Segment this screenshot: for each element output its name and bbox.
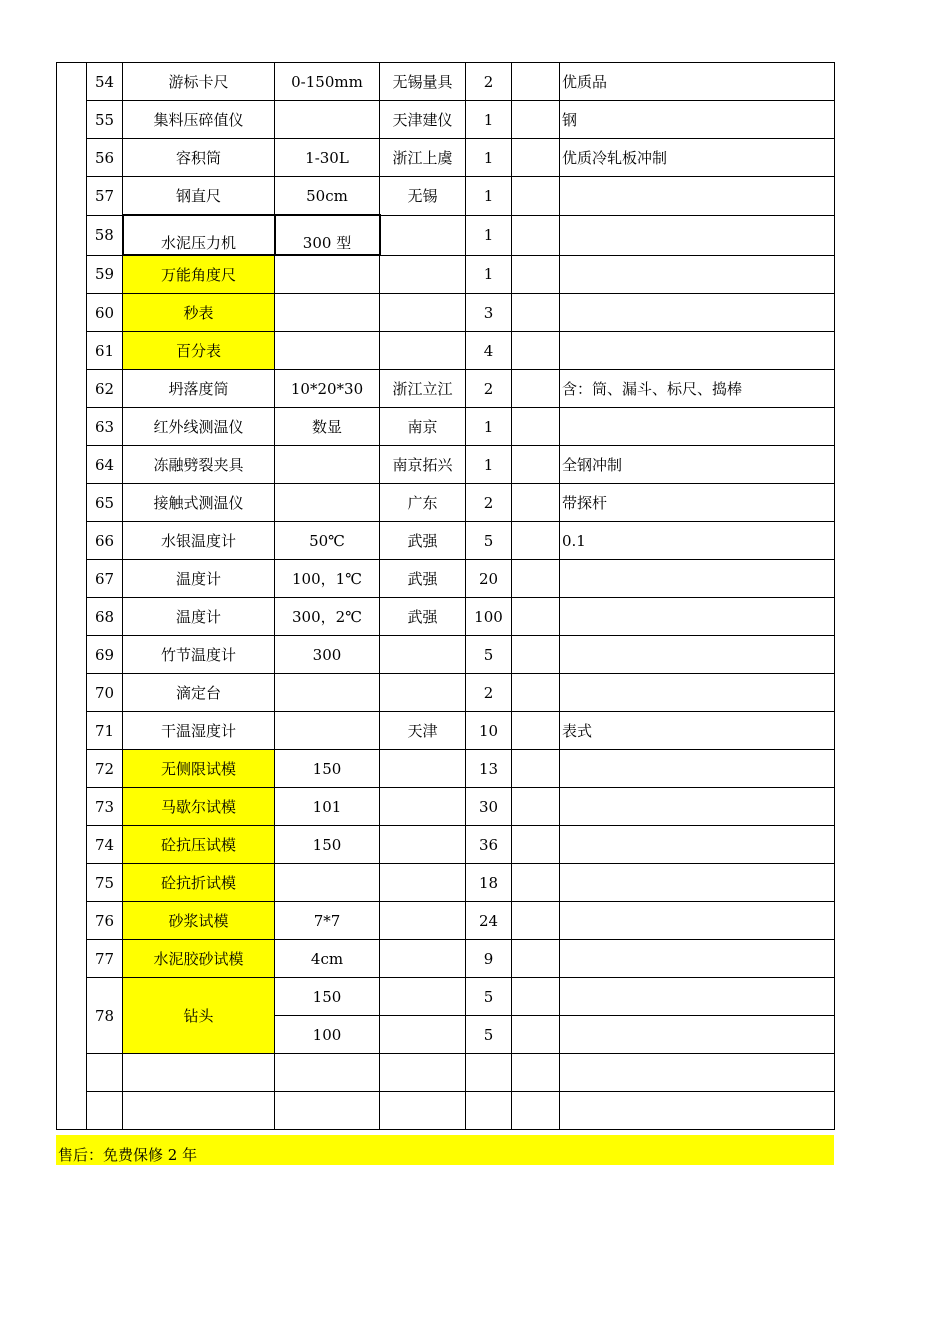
empty-cell xyxy=(512,215,560,255)
table-row xyxy=(57,902,835,940)
item-maker: 广东 xyxy=(380,484,466,522)
row-number: 68 xyxy=(87,598,123,636)
empty-cell xyxy=(275,1092,380,1130)
item-spec: 101 xyxy=(275,788,380,826)
item-name: 钻头 xyxy=(123,978,275,1054)
item-spec xyxy=(275,255,380,294)
empty-cell xyxy=(87,1054,123,1092)
empty-cell xyxy=(512,522,560,560)
item-note xyxy=(560,902,835,940)
item-qty: 1 xyxy=(466,101,512,139)
item-name: 坍落度筒 xyxy=(123,370,275,408)
item-spec: 0-150mm xyxy=(275,63,380,101)
row-number: 76 xyxy=(87,902,123,940)
row-number: 63 xyxy=(87,408,123,446)
item-qty: 13 xyxy=(466,750,512,788)
row-number: 56 xyxy=(87,139,123,177)
table-row xyxy=(57,370,835,408)
item-note xyxy=(560,408,835,446)
table-row xyxy=(57,1092,835,1130)
item-note: 优质冷轧板冲制 xyxy=(560,139,835,177)
empty-cell xyxy=(123,1054,275,1092)
item-maker: 天津建仪 xyxy=(380,101,466,139)
item-name: 集料压碎值仪 xyxy=(123,101,275,139)
empty-cell xyxy=(512,636,560,674)
item-note xyxy=(560,215,835,255)
empty-cell xyxy=(512,177,560,216)
item-maker: 天津 xyxy=(380,712,466,750)
empty-cell xyxy=(512,902,560,940)
item-maker xyxy=(380,940,466,978)
item-spec xyxy=(275,332,380,370)
table-row xyxy=(57,674,835,712)
item-spec: 50℃ xyxy=(275,522,380,560)
empty-cell xyxy=(512,370,560,408)
item-spec xyxy=(275,674,380,712)
item-note xyxy=(560,1016,835,1054)
empty-cell xyxy=(512,1092,560,1130)
item-name: 游标卡尺 xyxy=(123,63,275,101)
item-note: 0.1 xyxy=(560,522,835,560)
empty-cell xyxy=(512,826,560,864)
item-note xyxy=(560,940,835,978)
item-qty: 5 xyxy=(466,636,512,674)
item-spec xyxy=(275,101,380,139)
table-row xyxy=(57,332,835,370)
empty-cell xyxy=(512,294,560,332)
item-name: 温度计 xyxy=(123,560,275,598)
row-number: 66 xyxy=(87,522,123,560)
row-number: 74 xyxy=(87,826,123,864)
table-row xyxy=(57,255,835,294)
item-maker: 武强 xyxy=(380,598,466,636)
item-qty: 1 xyxy=(466,177,512,216)
table-row xyxy=(57,408,835,446)
item-note xyxy=(560,978,835,1016)
item-note xyxy=(560,598,835,636)
item-spec: 10*20*30 xyxy=(275,370,380,408)
item-note xyxy=(560,788,835,826)
item-note xyxy=(560,332,835,370)
table-row xyxy=(57,294,835,332)
empty-cell xyxy=(512,484,560,522)
item-spec: 150 xyxy=(275,978,380,1016)
item-qty: 4 xyxy=(466,332,512,370)
empty-cell xyxy=(512,750,560,788)
empty-cell xyxy=(512,255,560,294)
item-maker xyxy=(380,750,466,788)
item-spec: 50cm xyxy=(275,177,380,216)
row-number: 73 xyxy=(87,788,123,826)
item-maker: 无锡 xyxy=(380,177,466,216)
row-number: 78 xyxy=(87,978,123,1054)
table-row xyxy=(57,522,835,560)
item-maker xyxy=(380,674,466,712)
row-number: 58 xyxy=(87,215,123,255)
item-qty: 100 xyxy=(466,598,512,636)
item-spec: 100，1℃ xyxy=(275,560,380,598)
table-row xyxy=(57,978,835,1016)
item-qty: 1 xyxy=(466,255,512,294)
item-qty: 2 xyxy=(466,674,512,712)
empty-cell xyxy=(512,1054,560,1092)
row-number: 59 xyxy=(87,255,123,294)
item-qty: 2 xyxy=(466,484,512,522)
empty-cell xyxy=(512,139,560,177)
table-row xyxy=(57,712,835,750)
item-maker xyxy=(380,255,466,294)
item-qty: 5 xyxy=(466,522,512,560)
item-note xyxy=(560,560,835,598)
item-name: 红外线测温仪 xyxy=(123,408,275,446)
item-name: 万能角度尺 xyxy=(123,255,275,294)
row-number: 64 xyxy=(87,446,123,484)
item-maker xyxy=(380,788,466,826)
row-number: 75 xyxy=(87,864,123,902)
item-spec: 100 xyxy=(275,1016,380,1054)
item-name: 砼抗折试模 xyxy=(123,864,275,902)
item-spec: 300，2℃ xyxy=(275,598,380,636)
item-maker xyxy=(380,294,466,332)
item-maker: 无锡量具 xyxy=(380,63,466,101)
item-note: 表式 xyxy=(560,712,835,750)
item-note xyxy=(560,864,835,902)
row-number: 67 xyxy=(87,560,123,598)
item-qty: 30 xyxy=(466,788,512,826)
item-spec: 150 xyxy=(275,750,380,788)
item-name: 冻融劈裂夹具 xyxy=(123,446,275,484)
item-qty: 5 xyxy=(466,978,512,1016)
table-row xyxy=(57,177,835,216)
table-row xyxy=(57,139,835,177)
item-note xyxy=(560,255,835,294)
row-number: 54 xyxy=(87,63,123,101)
empty-cell xyxy=(87,1092,123,1130)
item-name: 温度计 xyxy=(123,598,275,636)
item-name: 砼抗压试模 xyxy=(123,826,275,864)
item-maker xyxy=(380,978,466,1016)
empty-cell xyxy=(380,1054,466,1092)
after-sales-note: 售后：免费保修 2 年 xyxy=(56,1135,834,1165)
empty-cell xyxy=(512,446,560,484)
row-number: 77 xyxy=(87,940,123,978)
item-spec xyxy=(275,294,380,332)
item-maker: 武强 xyxy=(380,522,466,560)
item-spec xyxy=(275,446,380,484)
item-note xyxy=(560,177,835,216)
item-note: 全钢冲制 xyxy=(560,446,835,484)
item-name: 接触式测温仪 xyxy=(123,484,275,522)
row-number: 65 xyxy=(87,484,123,522)
empty-cell xyxy=(275,1054,380,1092)
item-name: 水泥压力机 xyxy=(123,215,275,255)
left-margin-cell xyxy=(57,63,87,1130)
item-qty: 1 xyxy=(466,446,512,484)
item-note xyxy=(560,636,835,674)
item-name: 水泥胶砂试模 xyxy=(123,940,275,978)
item-spec: 150 xyxy=(275,826,380,864)
item-maker xyxy=(380,636,466,674)
item-qty: 5 xyxy=(466,1016,512,1054)
item-name: 砂浆试模 xyxy=(123,902,275,940)
item-qty: 9 xyxy=(466,940,512,978)
item-name: 秒表 xyxy=(123,294,275,332)
item-note: 带探杆 xyxy=(560,484,835,522)
table-row xyxy=(57,788,835,826)
item-name: 滴定台 xyxy=(123,674,275,712)
empty-cell xyxy=(466,1054,512,1092)
empty-cell xyxy=(512,864,560,902)
item-qty: 2 xyxy=(466,370,512,408)
item-maker xyxy=(380,332,466,370)
item-name: 竹节温度计 xyxy=(123,636,275,674)
item-maker: 武强 xyxy=(380,560,466,598)
row-number: 70 xyxy=(87,674,123,712)
empty-cell xyxy=(512,332,560,370)
empty-cell xyxy=(560,1054,835,1092)
item-qty: 2 xyxy=(466,63,512,101)
item-name: 无侧限试模 xyxy=(123,750,275,788)
table-row xyxy=(57,598,835,636)
table-row xyxy=(57,484,835,522)
row-number: 71 xyxy=(87,712,123,750)
item-name: 容积筒 xyxy=(123,139,275,177)
item-qty: 10 xyxy=(466,712,512,750)
item-qty: 3 xyxy=(466,294,512,332)
empty-cell xyxy=(512,101,560,139)
empty-cell xyxy=(512,1016,560,1054)
empty-cell xyxy=(380,1092,466,1130)
item-spec: 数显 xyxy=(275,408,380,446)
item-maker xyxy=(380,215,466,255)
item-name: 马歇尔试模 xyxy=(123,788,275,826)
equipment-table xyxy=(56,62,835,1130)
row-number: 69 xyxy=(87,636,123,674)
item-note: 含：筒、漏斗、标尺、捣棒 xyxy=(560,370,835,408)
empty-cell xyxy=(512,712,560,750)
item-qty: 1 xyxy=(466,408,512,446)
item-qty: 24 xyxy=(466,902,512,940)
item-spec: 7*7 xyxy=(275,902,380,940)
item-spec: 300 xyxy=(275,636,380,674)
item-spec: 1-30L xyxy=(275,139,380,177)
item-maker: 浙江上虞 xyxy=(380,139,466,177)
item-name: 钢直尺 xyxy=(123,177,275,216)
table-row xyxy=(57,636,835,674)
item-spec: 300 型 xyxy=(275,215,380,255)
item-maker: 南京拓兴 xyxy=(380,446,466,484)
table-row xyxy=(57,63,835,101)
table-row xyxy=(57,446,835,484)
item-maker xyxy=(380,826,466,864)
table-row xyxy=(57,101,835,139)
item-maker xyxy=(380,1016,466,1054)
table-row xyxy=(57,864,835,902)
table-row xyxy=(57,1054,835,1092)
item-spec xyxy=(275,864,380,902)
empty-cell xyxy=(560,1092,835,1130)
item-note xyxy=(560,750,835,788)
item-maker xyxy=(380,864,466,902)
item-spec xyxy=(275,712,380,750)
row-number: 60 xyxy=(87,294,123,332)
empty-cell xyxy=(512,560,560,598)
row-number: 72 xyxy=(87,750,123,788)
empty-cell xyxy=(512,674,560,712)
item-name: 水银温度计 xyxy=(123,522,275,560)
item-name: 干温湿度计 xyxy=(123,712,275,750)
item-note: 优质品 xyxy=(560,63,835,101)
row-number: 62 xyxy=(87,370,123,408)
item-qty: 1 xyxy=(466,139,512,177)
empty-cell xyxy=(512,978,560,1016)
item-maker: 浙江立江 xyxy=(380,370,466,408)
item-qty: 36 xyxy=(466,826,512,864)
empty-cell xyxy=(512,598,560,636)
row-number: 61 xyxy=(87,332,123,370)
empty-cell xyxy=(512,63,560,101)
item-spec: 4cm xyxy=(275,940,380,978)
row-number: 55 xyxy=(87,101,123,139)
empty-cell xyxy=(512,408,560,446)
table-row xyxy=(57,826,835,864)
empty-cell xyxy=(466,1092,512,1130)
item-note: 钢 xyxy=(560,101,835,139)
item-maker xyxy=(380,902,466,940)
table-row xyxy=(57,750,835,788)
empty-cell xyxy=(123,1092,275,1130)
item-maker: 南京 xyxy=(380,408,466,446)
row-number: 57 xyxy=(87,177,123,216)
item-name: 百分表 xyxy=(123,332,275,370)
item-qty: 20 xyxy=(466,560,512,598)
item-spec xyxy=(275,484,380,522)
item-qty: 1 xyxy=(466,215,512,255)
item-note xyxy=(560,674,835,712)
item-note xyxy=(560,826,835,864)
empty-cell xyxy=(512,940,560,978)
table-row xyxy=(57,940,835,978)
empty-cell xyxy=(512,788,560,826)
item-note xyxy=(560,294,835,332)
table-row xyxy=(57,560,835,598)
table-row xyxy=(57,215,835,255)
item-qty: 18 xyxy=(466,864,512,902)
